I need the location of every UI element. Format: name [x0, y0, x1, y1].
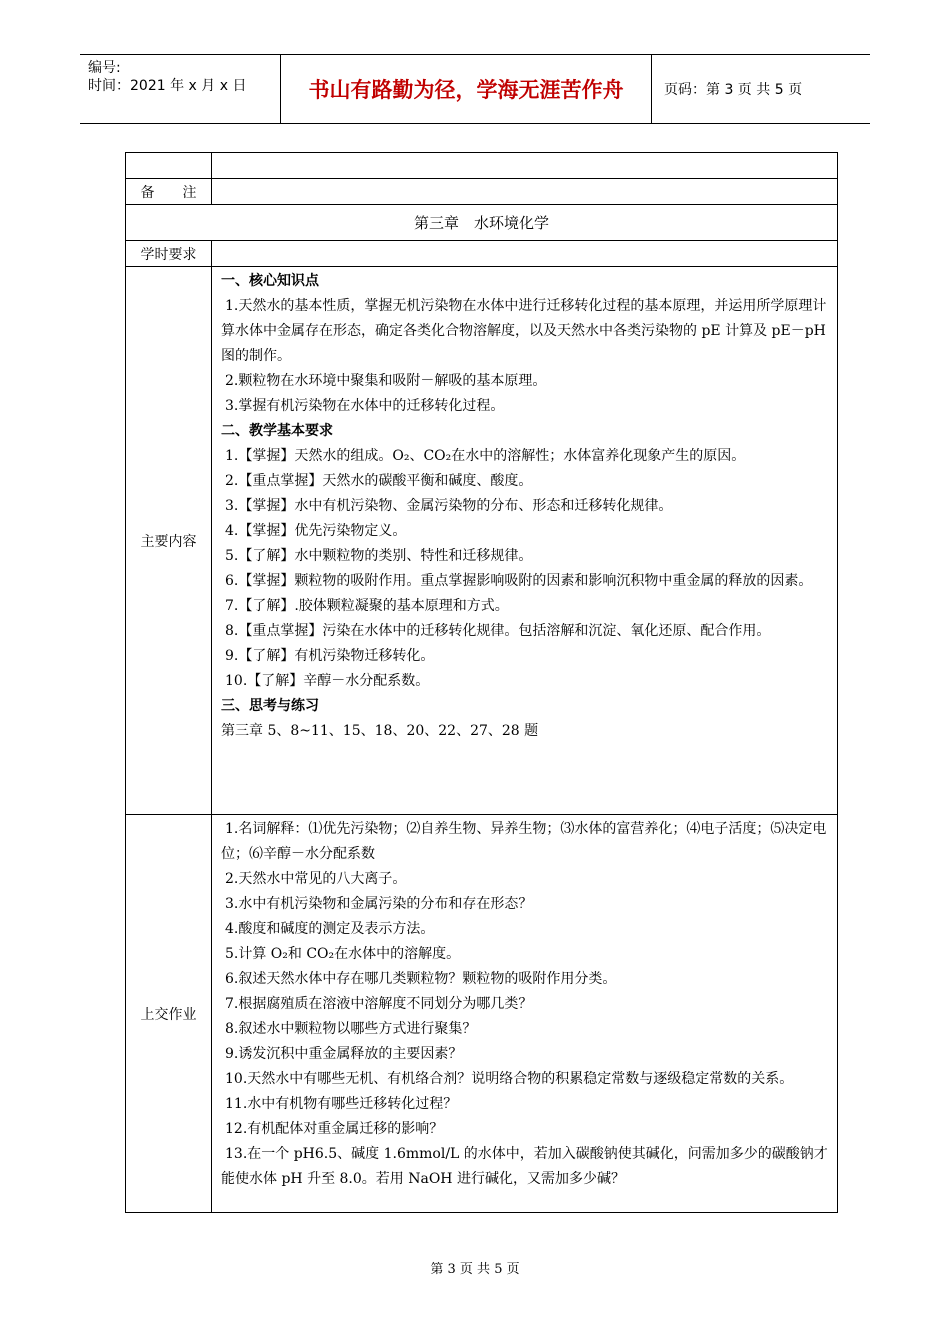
section1-list — [221, 294, 829, 419]
list-item: 10.【了解】辛醇－水分配系数。 — [225, 673, 430, 689]
list-item: 8.【重点掌握】污染在水体中的迁移转化规律。包括溶解和沉淀、氧化还原、配合作用。 — [225, 623, 771, 639]
empty-cell-body — [212, 153, 838, 179]
page-header — [80, 54, 870, 124]
list-item: 9.诱发沉积中重金属释放的主要因素？ — [225, 1046, 463, 1062]
remark-row — [126, 179, 838, 205]
section1-title: 一、核心知识点 — [221, 273, 319, 289]
header-meta — [80, 55, 280, 123]
empty-cell-label — [126, 153, 212, 179]
list-item: 9.【了解】有机污染物迁移转化。 — [225, 648, 435, 664]
list-item: 7.【了解】.胶体颗粒凝聚的基本原理和方式。 — [225, 598, 509, 614]
main-content-label: 主要内容 — [126, 267, 212, 815]
number-label: 编号: — [88, 60, 121, 76]
list-item: 3.水中有机污染物和金属污染的分布和存在形态？ — [225, 896, 533, 912]
homework-row — [126, 815, 838, 1213]
list-item: 11.水中有机物有哪些迁移转化过程？ — [225, 1096, 458, 1112]
list-item: 10.天然水中有哪些无机、有机络合剂？说明络合物的积累稳定常数与逐级稳定常数的关系。 — [225, 1071, 794, 1087]
list-item: 2.天然水中常见的八大离子。 — [225, 871, 407, 887]
list-item: 12.有机配体对重金属迁移的影响？ — [225, 1121, 444, 1137]
list-item: 5.【了解】水中颗粒物的类别、特性和迁移规律。 — [225, 548, 533, 564]
homework-label: 上交作业 — [126, 815, 212, 1213]
section2-list — [221, 444, 829, 694]
homework-cell — [212, 815, 838, 1213]
list-item: 13.在一个 pH6.5、碱度 1.6mmol/L 的水体中，若加入碳酸钠使其碱化，问需加多少的碳酸钠才能使水体 pH 升至 8.0。若用 NaOH 进行碱化，又需加多少碱？ — [221, 1146, 828, 1187]
list-item: 3.掌握有机污染物在水体中的迁移转化过程。 — [225, 398, 505, 414]
empty-row — [126, 153, 838, 179]
section2-title: 二、教学基本要求 — [221, 423, 333, 439]
main-content-cell — [212, 267, 838, 815]
page-footer: 第 3 页 共 5 页 — [430, 1262, 520, 1277]
remark-label: 备 注 — [126, 179, 212, 205]
motto: 书山有路勤为径，学海无涯苦作舟 — [280, 55, 652, 123]
list-item: 2.【重点掌握】天然水的碳酸平衡和碱度、酸度。 — [225, 473, 533, 489]
section3-text: 第三章 5、8~11、15、18、20、22、27、28 题 — [221, 723, 539, 739]
section3-title: 三、思考与练习 — [221, 698, 319, 714]
time-label: 时间：2021 年 x 月 x 日 — [88, 78, 247, 94]
chapter-row — [126, 205, 838, 241]
list-item: 1.名词解释：⑴优先污染物；⑵自养生物、异养生物；⑶水体的富营养化；⑷电子活度；⑸决定电位；⑹辛醇－水分配系数 — [221, 821, 827, 862]
list-item: 7.根据腐殖质在溶液中溶解度不同划分为哪几类？ — [225, 996, 533, 1012]
list-item: 1.【掌握】天然水的组成。O₂、CO₂在水中的溶解性；水体富养化现象产生的原因。 — [225, 448, 746, 464]
hours-row — [126, 241, 838, 267]
remark-cell — [212, 179, 838, 205]
main-content-row — [126, 267, 838, 815]
list-item: 6.【掌握】颗粒物的吸附作用。重点掌握影响吸附的因素和影响沉积物中重金属的释放的因素。 — [225, 573, 813, 589]
list-item: 4.【掌握】优先污染物定义。 — [225, 523, 407, 539]
list-item: 5.计算 O₂和 CO₂在水体中的溶解度。 — [225, 946, 461, 962]
list-item: 2.颗粒物在水环境中聚集和吸附－解吸的基本原理。 — [225, 373, 547, 389]
list-item: 6.叙述天然水体中存在哪几类颗粒物？颗粒物的吸附作用分类。 — [225, 971, 617, 987]
syllabus-table — [125, 152, 838, 1213]
chapter-title: 第三章 水环境化学 — [126, 205, 838, 241]
list-item: 8.叙述水中颗粒物以哪些方式进行聚集？ — [225, 1021, 477, 1037]
page-info: 页码：第 3 页 共 5 页 — [664, 82, 803, 98]
list-item: 3.【掌握】水中有机污染物、金属污染物的分布、形态和迁移转化规律。 — [225, 498, 673, 514]
homework-list — [221, 817, 829, 1192]
hours-cell — [212, 241, 838, 267]
hours-label: 学时要求 — [126, 241, 212, 267]
list-item: 1.天然水的基本性质，掌握无机污染物在水体中进行迁移转化过程的基本原理，并运用所学原理计算水体中金属存在形态，确定各类化合物溶解度，以及天然水中各类污染物的 pE 计算及 pE－pH 图的制作。 — [221, 298, 827, 364]
list-item: 4.酸度和碱度的测定及表示方法。 — [225, 921, 435, 937]
